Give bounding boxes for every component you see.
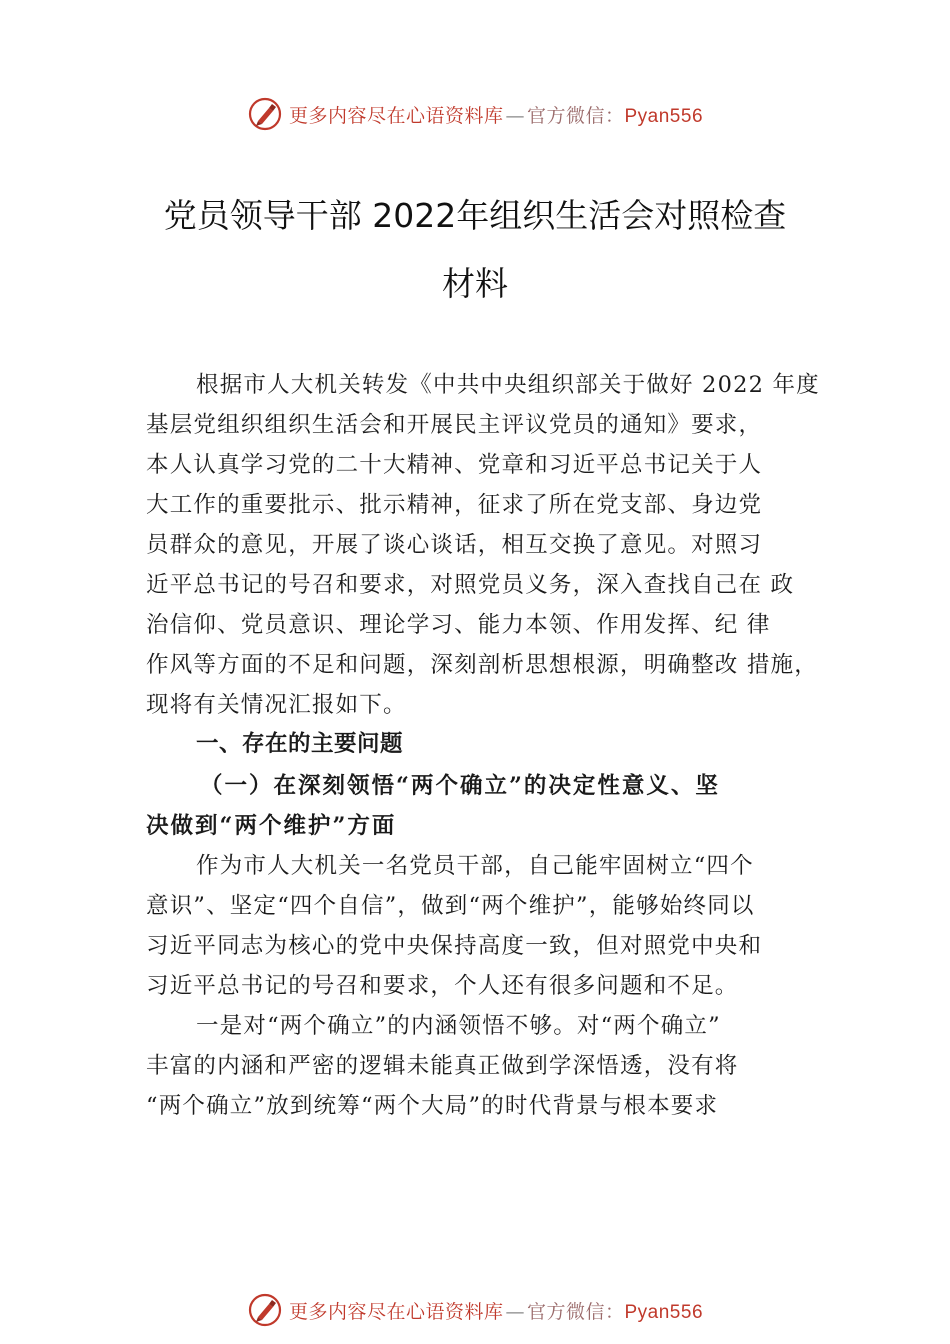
body-line: 现将有关情况汇报如下。 bbox=[146, 692, 407, 718]
banner-main-text: 更多内容尽在心语资料库 bbox=[288, 1300, 504, 1323]
banner-separator: — bbox=[505, 104, 525, 127]
body-line: 本人认真学习党的二十大精神、党章和习近平总书记关于人 bbox=[146, 452, 763, 478]
banner-separator: — bbox=[505, 1300, 525, 1323]
body-line: 基层党组织组织生活会和开展民主评议党员的通知》要求， bbox=[146, 412, 763, 438]
body-line: 治信仰、党员意识、理论学习、能力本领、作用发挥、纪 律 bbox=[146, 612, 771, 638]
page-title-line-2: 材料 bbox=[442, 264, 508, 303]
body-line: 员群众的意见，开展了谈心谈话，相互交换了意见。对照习 bbox=[146, 532, 763, 558]
body-line: 丰富的内涵和严密的逻辑未能真正做到学深悟透，没有将 bbox=[146, 1053, 739, 1079]
banner-label: 官方微信： bbox=[526, 1300, 625, 1323]
footer-banner bbox=[0, 1290, 950, 1330]
section-heading: 一、存在的主要问题 bbox=[196, 731, 404, 757]
body-line: 习近平同志为核心的党中央保持高度一致，但对照党中央和 bbox=[146, 933, 763, 959]
body-line: “两个确立”放到统筹“两个大局”的时代背景与根本要求 bbox=[146, 1093, 719, 1119]
subsection-heading-cont: 决做到“两个维护”方面 bbox=[146, 813, 397, 839]
banner-handle: Pyan556 bbox=[624, 1301, 704, 1323]
pen-icon bbox=[247, 1292, 283, 1328]
body-line: 作为市人大机关一名党员干部，自己能牢固树立“四个 bbox=[196, 853, 754, 879]
subsection-heading: （一）在深刻领悟“两个确立”的决定性意义、坚 bbox=[200, 773, 720, 799]
body-line: 一是对“两个确立”的内涵领悟不够。对“两个确立” bbox=[196, 1013, 721, 1039]
body-line: 习近平总书记的号召和要求，个人还有很多问题和不足。 bbox=[146, 973, 739, 999]
banner-label: 官方微信： bbox=[526, 104, 625, 127]
page-title-line-1: 党员领导干部 2022年组织生活会对照检查 bbox=[163, 196, 787, 235]
banner-main-text: 更多内容尽在心语资料库 bbox=[288, 104, 504, 127]
body-line: 近平总书记的号召和要求，对照党员义务，深入查找自己在 政 bbox=[146, 572, 795, 598]
banner-handle: Pyan556 bbox=[624, 105, 704, 127]
body-line: 根据市人大机关转发《中共中央组织部关于做好 2022 年度 bbox=[196, 372, 820, 398]
body-line: 意识”、坚定“四个自信”，做到“两个维护”，能够始终同以 bbox=[146, 893, 755, 919]
banner-text bbox=[289, 1297, 703, 1324]
body-line: 大工作的重要批示、批示精神，征求了所在党支部、身边党 bbox=[146, 492, 763, 518]
body-line: 作风等方面的不足和问题，深刻剖析思想根源，明确整改 措施， bbox=[146, 652, 818, 678]
